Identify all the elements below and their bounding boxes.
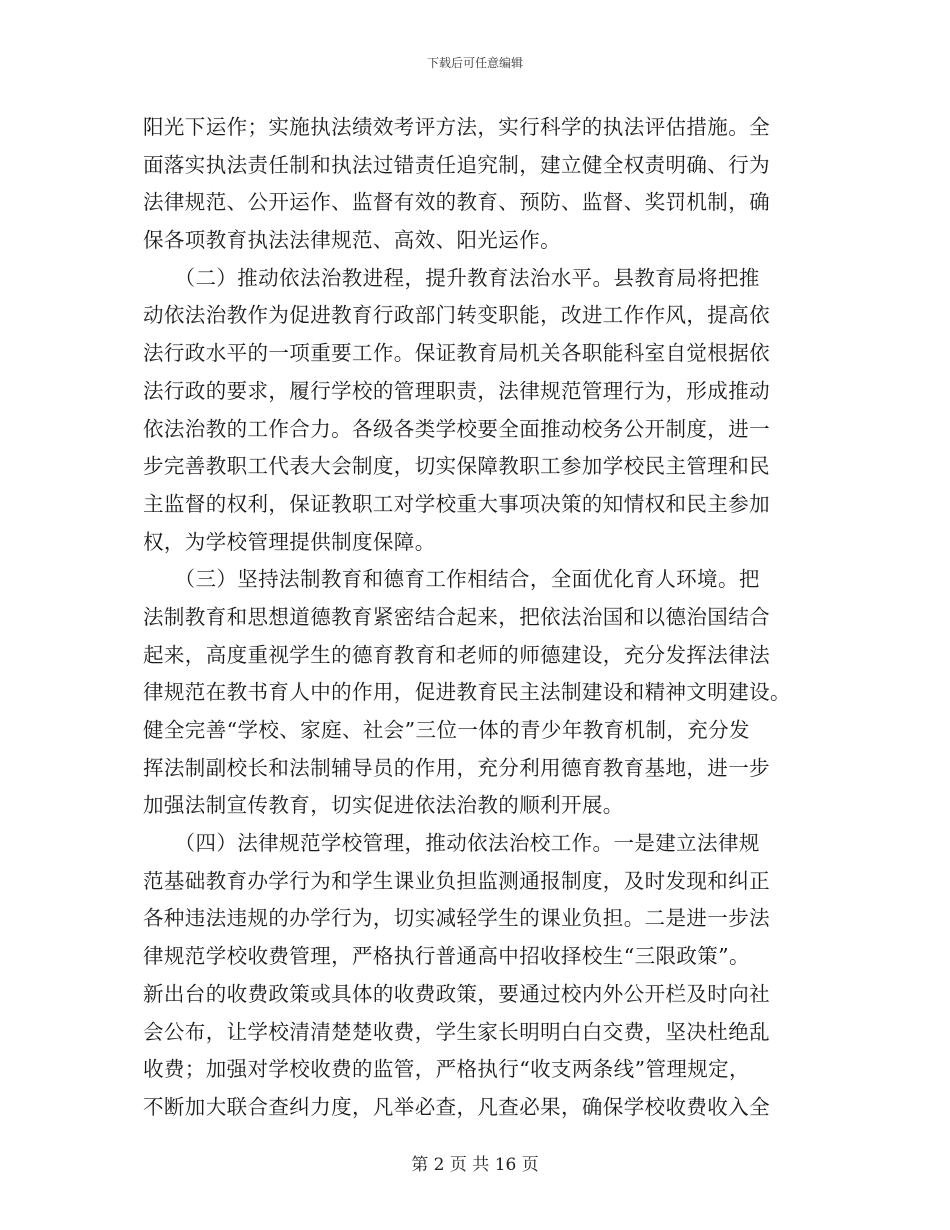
document-body xyxy=(143,109,808,1127)
body-line: （三）坚持法制教育和德育工作相结合，全面优化育人环境。把 xyxy=(143,567,760,592)
body-line: 会公布，让学校清清楚楚收费，学生家长明明白白交费，坚决杜绝乱 xyxy=(143,1019,770,1044)
body-line: 各种违法违规的办学行为，切实减轻学生的课业负担。二是进一步法 xyxy=(143,906,770,931)
body-line: 保各项教育执法法律规范、高效、阳光运作。 xyxy=(143,228,561,253)
body-line: 律规范在教书育人中的作用，促进教育民主法制建设和精神文明建设。 xyxy=(143,680,791,705)
body-line: 法行政水平的一项重要工作。保证教育局机关各职能科室自觉根据依 xyxy=(143,341,770,366)
body-line: 健全完善“学校、家庭、社会”三位一体的青少年教育机制，充分发 xyxy=(143,718,750,742)
body-line: 法行政的要求，履行学校的管理职责，法律规范管理行为，形成推动 xyxy=(143,378,770,403)
body-line: 律规范学校收费管理，严格执行普通高中招收择校生“三限政策”。 xyxy=(143,944,750,969)
body-line: 起来，高度重视学生的德育教育和老师的师德建设，充分发挥法律法 xyxy=(143,642,770,667)
body-line: 新出台的收费政策或具体的收费政策，要通过校内外公开栏及时向社 xyxy=(143,981,770,1006)
body-line: 法律规范、公开运作、监督有效的教育、预防、监督、奖罚机制，确 xyxy=(143,190,770,215)
body-line: 权，为学校管理提供制度保障。 xyxy=(143,529,436,554)
body-line: 阳光下运作；实施执法绩效考评方法，实行科学的执法评估措施。全 xyxy=(143,115,770,139)
body-line: 动依法治教作为促进教育行政部门转变职能，改进工作作风，提高依 xyxy=(143,303,770,328)
page-footer: 第 2 页 共 16 页 xyxy=(411,1155,539,1175)
body-line: 挥法制副校长和法制辅导员的作用，充分利用德育教育基地，进一步 xyxy=(143,755,770,780)
body-line: 范基础教育办学行为和学生课业负担监测通报制度，及时发现和纠正 xyxy=(143,868,770,893)
body-line: 收费；加强对学校收费的监管，严格执行“收支两条线”管理规定， xyxy=(143,1057,750,1082)
page-header: 下载后可任意编辑 xyxy=(426,56,523,70)
body-line: 依法治教的工作合力。各级各类学校要全面推动校务公开制度，进一 xyxy=(143,416,770,441)
body-line: 法制教育和思想道德教育紧密结合起来，把依法治国和以德治国结合 xyxy=(143,604,770,629)
body-line: 步完善教职工代表大会制度，切实保障教职工参加学校民主管理和民 xyxy=(143,454,770,479)
body-line: 主监督的权利，保证教职工对学校重大事项决策的知情权和民主参加 xyxy=(143,491,770,516)
body-line: （四）法律规范学校管理，推动依法治校工作。一是建立法律规 xyxy=(143,831,760,856)
body-line: 加强法制宣传教育，切实促进依法治教的顺利开展。 xyxy=(143,793,624,818)
body-line: 面落实执法责任制和执法过错责任追究制，建立健全权责明确、行为 xyxy=(143,152,770,177)
body-line: （二）推动依法治教进程，提升教育法治水平。县教育局将把推 xyxy=(143,265,760,290)
body-line: 不断加大联合查纠力度，凡举必查，凡查必果，确保学校收费收入全 xyxy=(143,1094,770,1119)
